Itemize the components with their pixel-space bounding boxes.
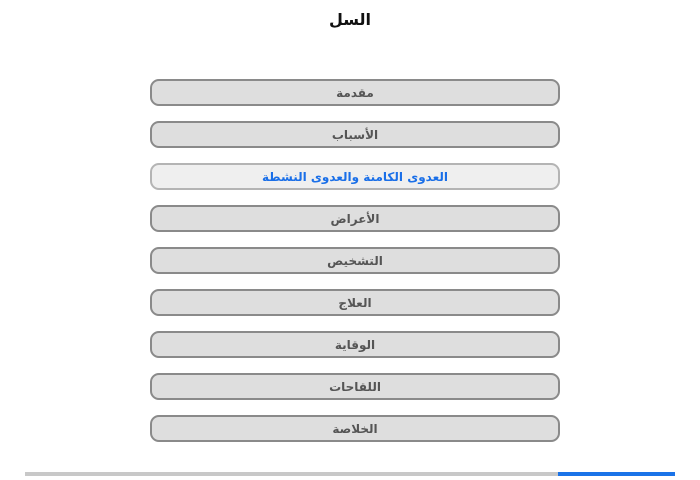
chapter-menu — [150, 79, 560, 442]
menu-item-label: الأسباب — [331, 127, 379, 142]
progress-bar-fill — [558, 472, 675, 476]
menu-item-treatment[interactable] — [150, 289, 560, 316]
menu-item-vaccines[interactable] — [150, 373, 560, 400]
menu-item-latent-active-infection[interactable] — [150, 163, 560, 190]
menu-item-label: التشخيص — [327, 253, 383, 268]
menu-item-label: الأعراض — [330, 211, 380, 226]
menu-item-prevention[interactable] — [150, 331, 560, 358]
menu-item-label: العلاج — [338, 295, 372, 310]
menu-item-symptoms[interactable] — [150, 205, 560, 232]
menu-item-label: الخلاصة — [332, 421, 378, 436]
menu-item-introduction[interactable] — [150, 79, 560, 106]
menu-item-label: اللقاحات — [329, 379, 381, 394]
menu-item-label: مقدمة — [336, 85, 374, 100]
menu-item-diagnosis[interactable] — [150, 247, 560, 274]
menu-item-causes[interactable] — [150, 121, 560, 148]
progress-bar — [25, 472, 675, 476]
page-title: السل — [328, 10, 372, 29]
menu-item-label: الوقاية — [334, 337, 376, 352]
menu-item-label: العدوى الكامنة والعدوى النشطة — [262, 169, 448, 184]
menu-item-summary[interactable] — [150, 415, 560, 442]
